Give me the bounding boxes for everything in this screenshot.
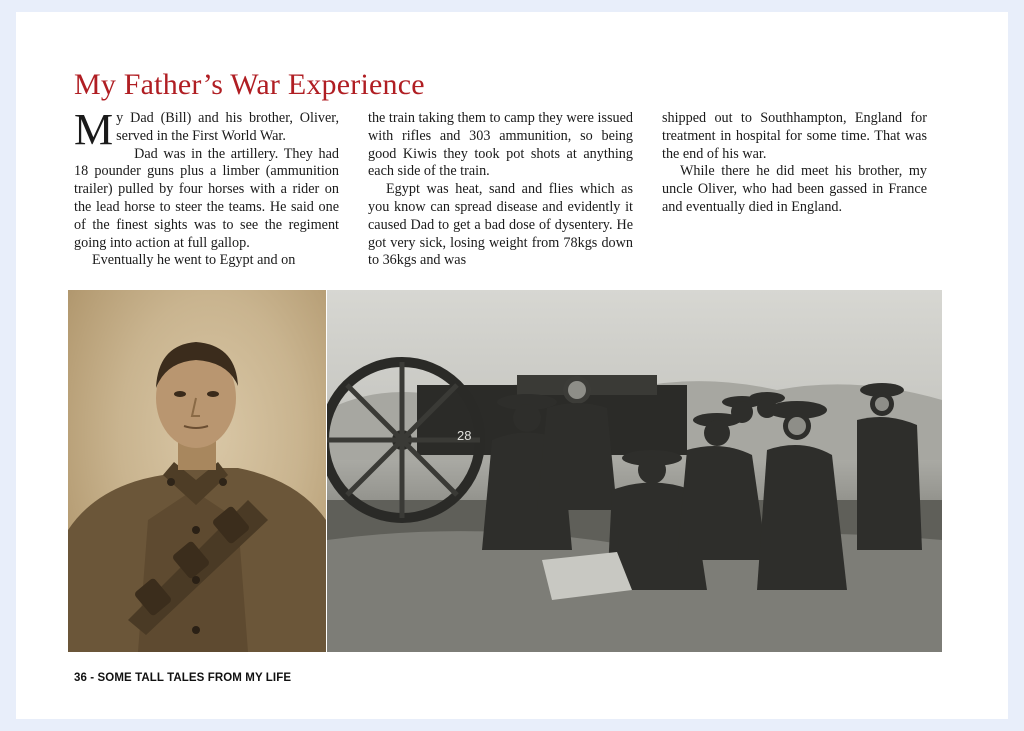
article-title: My Father’s War Experience	[74, 68, 425, 101]
soldier-portrait-photo	[68, 290, 326, 652]
text-column-3	[662, 110, 927, 217]
artillery-group-photo	[327, 290, 942, 652]
paragraph: the train taking them to camp they were issued with rifles and 303 ammunition, so being good Kiwis they took pot shots at anything each side of the train.	[368, 110, 633, 180]
drop-cap: M	[74, 105, 114, 154]
paragraph: Egypt was heat, sand and flies which as you know can spread disease and evidently it caused Dad to get a bad dose of dysentery. He got very sick, losing weight from 78kgs down to 36kgs and was	[368, 181, 633, 269]
paragraph: Dad was in the artillery. They had 18 pounder guns plus a limber (ammunition trailer) pulled by four horses with a rider on the lead horse to steer the teams. He said one of the finest sights was to see the regiment going into action at full gallop.	[74, 145, 339, 251]
paragraph: My Dad (Bill) and his brother, Oliver, served in the First World War.	[74, 105, 339, 154]
paragraph: Eventually he went to Egypt and on	[92, 252, 296, 269]
paragraph: shipped out to Southhampton, England for treatment in hospital for some time. That was the end of his war.	[662, 110, 927, 162]
page-footer: 36 - SOME TALL TALES FROM MY LIFE	[74, 672, 292, 684]
text-column-1	[74, 105, 339, 270]
paragraph: While there he did meet his brother, my uncle Oliver, who had been gassed in France and eventually died in England.	[662, 163, 927, 215]
text-column-2	[368, 110, 633, 270]
gun-number-label: 28	[457, 428, 472, 443]
